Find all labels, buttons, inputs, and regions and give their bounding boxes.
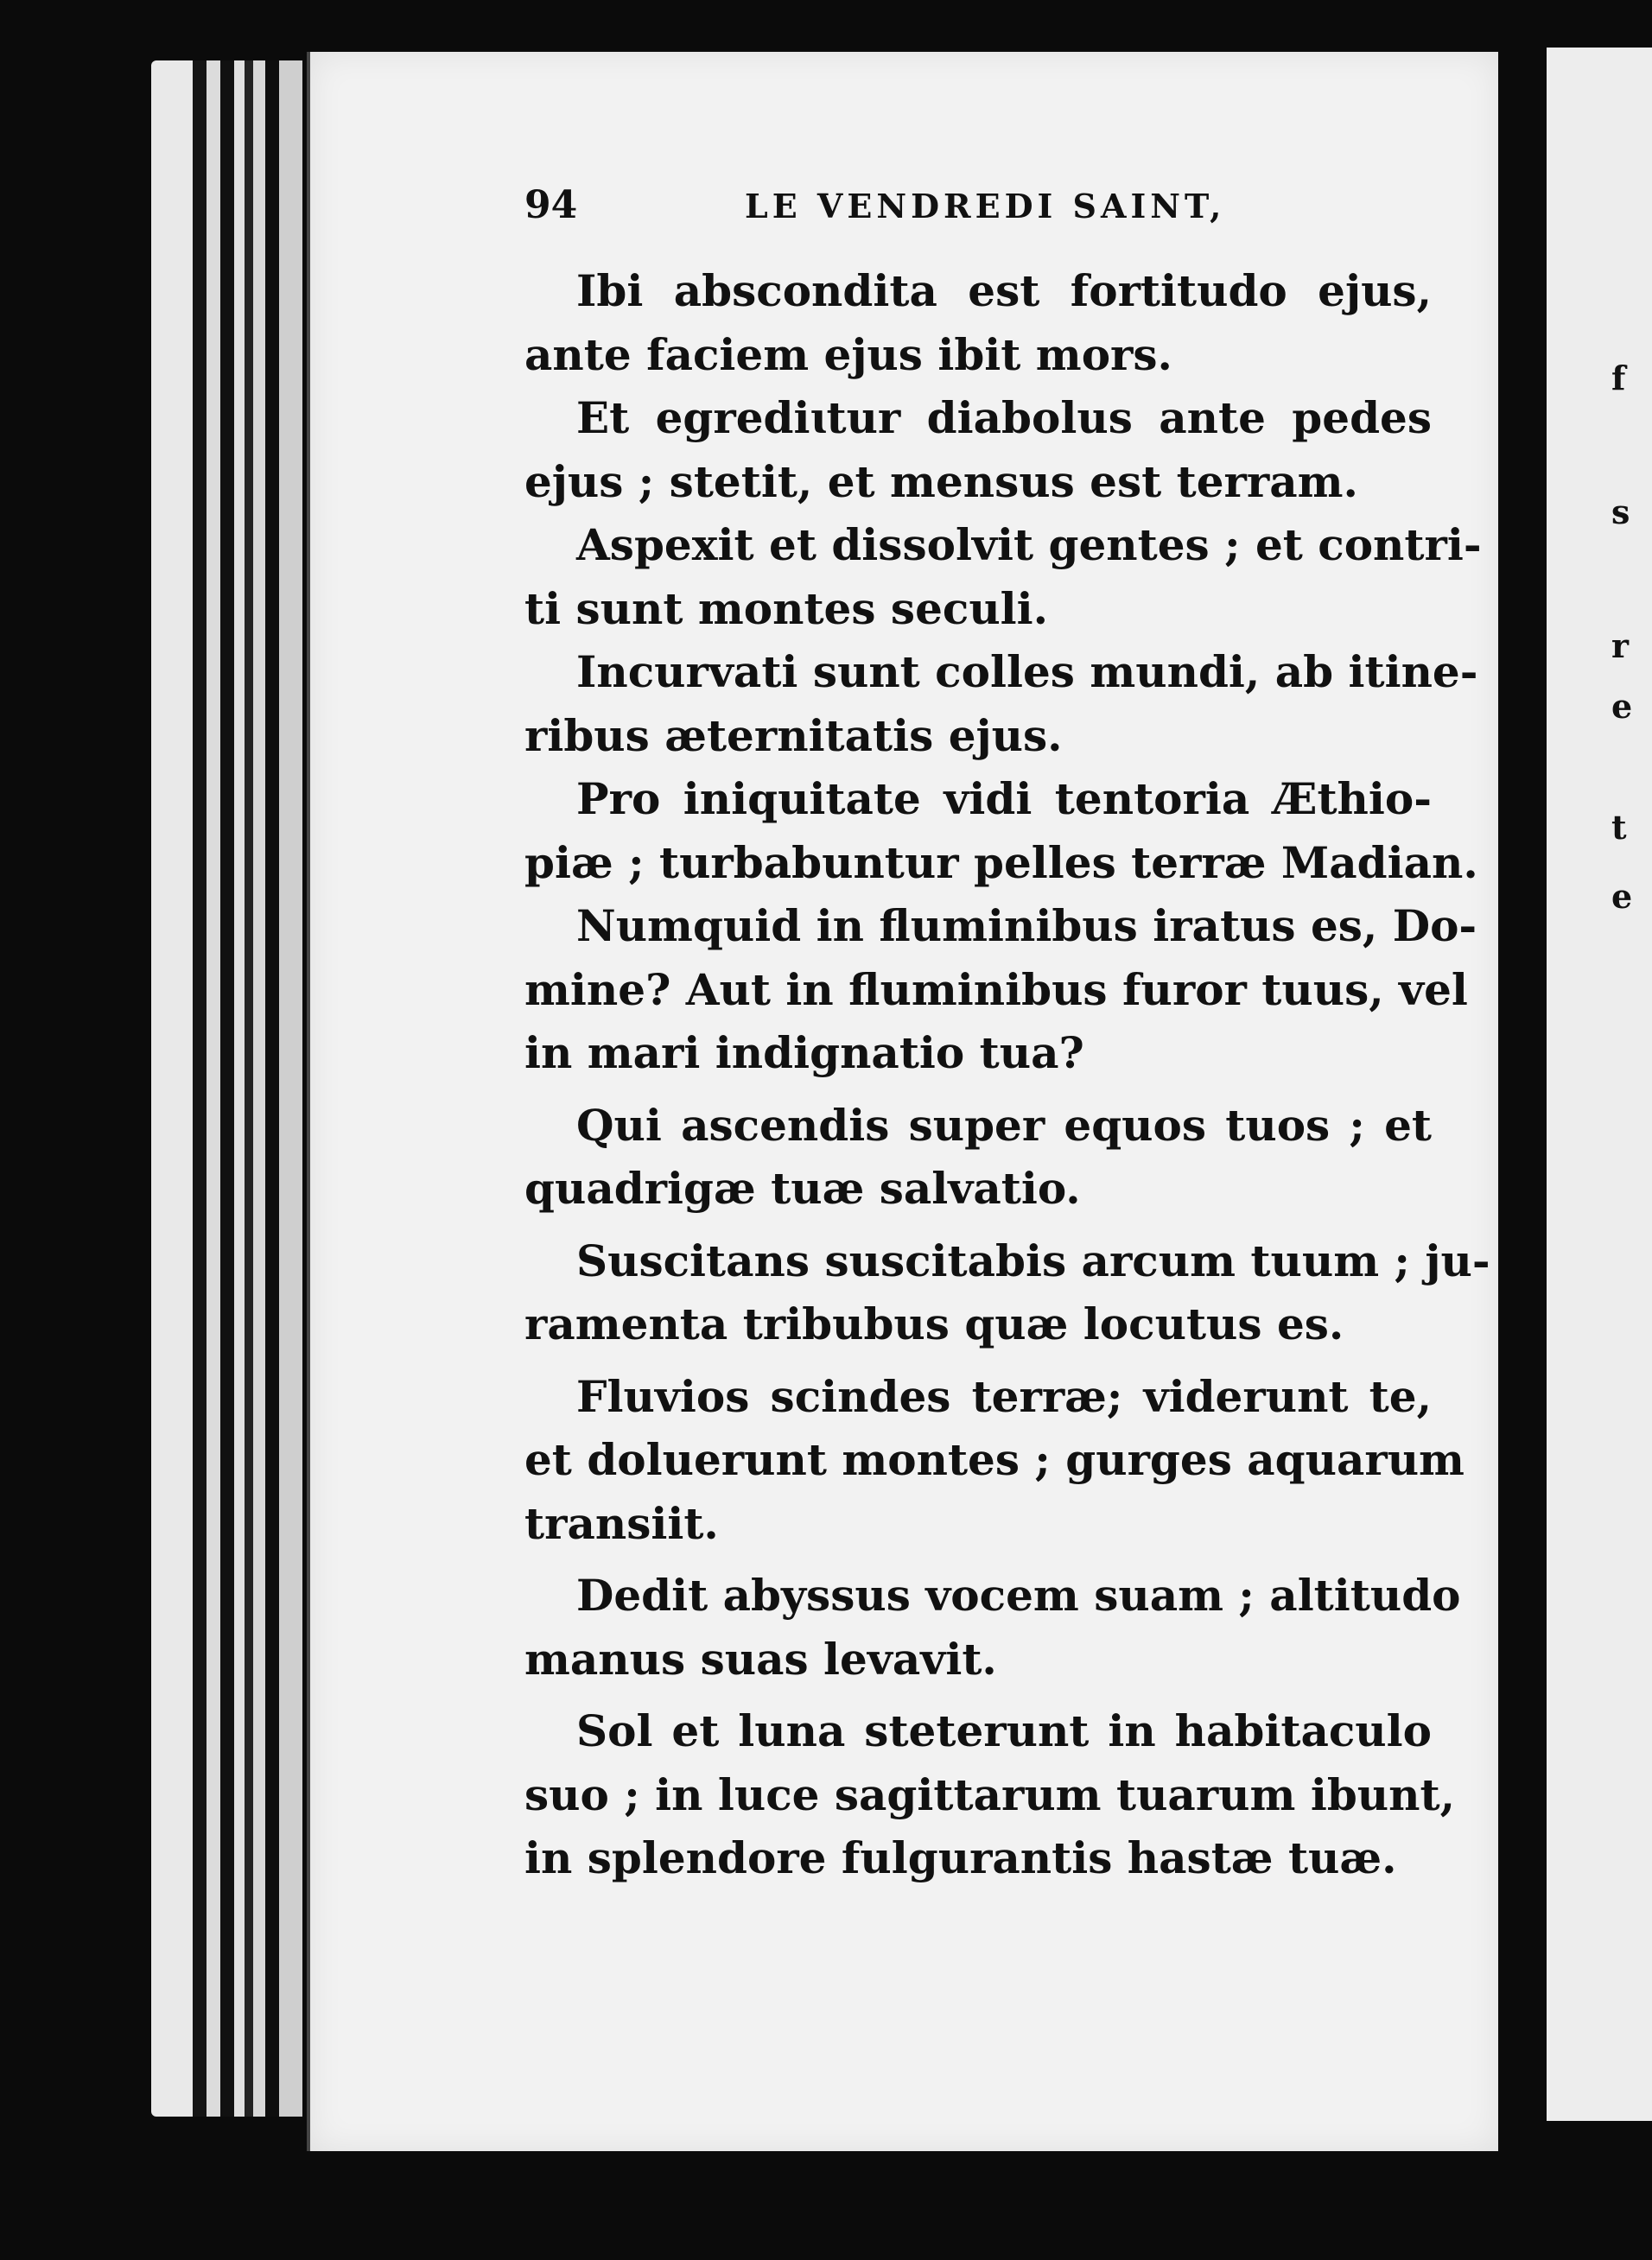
text-line: Qui ascendis super equos tuos ; et	[576, 1099, 1432, 1151]
text-line: Et egrediɩtur diabolus ante pedes	[576, 392, 1432, 443]
paragraph	[524, 1564, 1461, 1691]
text-line: ribus æternitatis ejus.	[524, 709, 1063, 761]
text-line: ante faciem ejus ibit mors.	[524, 328, 1172, 380]
paragraph	[524, 1699, 1456, 1890]
paragraph	[524, 1365, 1465, 1556]
text-line: piæ ; turbabuntur pelles terræ Madian.	[524, 836, 1478, 888]
paragraph	[524, 640, 1478, 767]
text-line: Pro iniquitate vidi tentoria Æthio-	[576, 773, 1432, 824]
text-line: Sol et luna steterunt in habitaculo	[576, 1705, 1432, 1756]
adjacent-page-mark: e	[1611, 687, 1633, 726]
adjacent-page-mark: t	[1611, 808, 1627, 847]
page-number: 94	[524, 183, 578, 227]
text-line: Fluvios scindes terræ; viderunt te,	[576, 1370, 1432, 1422]
paragraph	[524, 894, 1477, 1085]
paragraph	[524, 513, 1482, 640]
text-line: Numquid in fluminibus iratus es, Do-	[576, 900, 1477, 951]
text-line: quadrigæ tuæ salvatio.	[524, 1163, 1081, 1214]
text-line: mine? Aut in fluminibus furor tuus, vel	[524, 963, 1468, 1015]
text-line: Aspexit et dissolvit gentes ; et contri-	[576, 519, 1482, 570]
book-page	[307, 52, 1498, 2151]
paragraph	[524, 1229, 1490, 1356]
text-line: suo ; in luce sagittarum tuarum ibunt,	[524, 1768, 1456, 1820]
paragraph	[524, 386, 1432, 513]
text-line: Suscitans suscitabis arcum tuum ; ju-	[576, 1235, 1490, 1286]
text-line: transiit.	[524, 1497, 719, 1549]
text-line: et doluerunt montes ; gurges aquarum	[524, 1434, 1465, 1485]
adjacent-page-mark: r	[1611, 626, 1630, 665]
text-line: ejus ; stetit, et mensus est terram.	[524, 455, 1358, 507]
paragraph	[524, 259, 1432, 386]
running-head: LE VENDREDI SAINT,	[745, 187, 1226, 225]
page-header	[524, 183, 1388, 244]
adjacent-page-mark: e	[1611, 877, 1633, 916]
paragraph	[524, 767, 1478, 894]
book-page-edges	[151, 60, 302, 2117]
page-body	[524, 259, 1490, 1890]
paragraph	[524, 1094, 1432, 1221]
text-line: Ibi abscondita est fortitudo ejus,	[576, 265, 1432, 316]
text-line: Incurvati sunt colles mundi, ab itine-	[576, 646, 1478, 697]
text-line: ramenta tribubus quæ locutus es.	[524, 1298, 1344, 1349]
text-line: ti sunt montes seculi.	[524, 582, 1049, 634]
text-line: manus suas levavit.	[524, 1633, 997, 1685]
adjacent-page-mark: s	[1611, 492, 1630, 531]
text-line: in splendore fulgurantis hastæ tuæ.	[524, 1832, 1397, 1883]
text-line: Dedit abyssus vocem suam ; altitudo	[576, 1570, 1461, 1621]
adjacent-page-mark: f	[1611, 359, 1626, 397]
text-line: in mari indignatio tua?	[524, 1027, 1084, 1078]
adjacent-page	[1547, 48, 1652, 2121]
